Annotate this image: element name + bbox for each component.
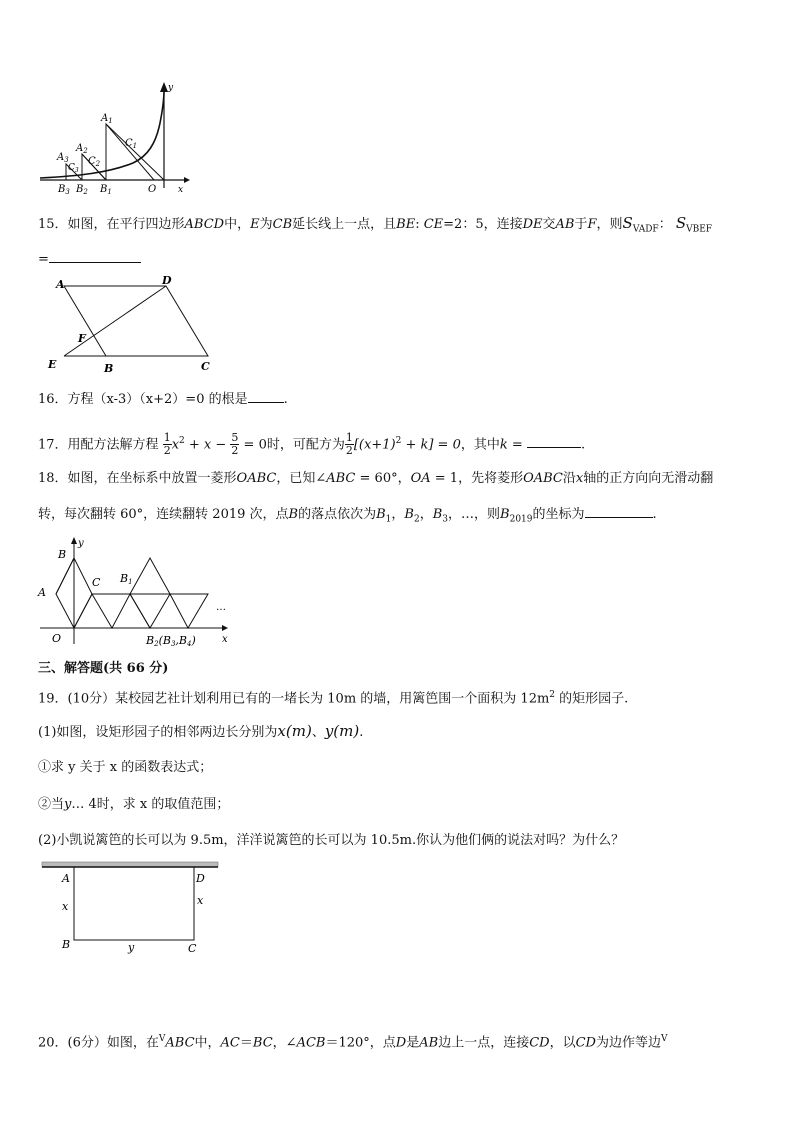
label-y: y: [168, 83, 174, 93]
figure-q15-parallelogram: [38, 272, 228, 378]
label-a1: $A_1$: [101, 113, 113, 125]
label-c3: $C_3$: [68, 163, 79, 174]
answer-blank-15[interactable]: [49, 250, 141, 263]
answer-blank-18[interactable]: [585, 505, 653, 518]
label-c2: $C_2$: [88, 156, 101, 168]
question-18-line-1: 18．如图，在坐标系中放置一菱形OABC，已知∠ABC = 60°，OA = 1，先将菱形OABC沿x轴的正方向向无滑动翻: [38, 471, 714, 486]
rolled-shape-1: [74, 594, 150, 628]
rectangle-abcd: [74, 867, 194, 940]
answer-blank-17[interactable]: [527, 435, 581, 448]
label-x: x: [222, 634, 228, 645]
label-x-right: x: [197, 894, 204, 907]
label-B: B: [104, 362, 114, 375]
wall: [42, 862, 218, 867]
label-b3: $B_3$: [58, 184, 70, 196]
answer-blank-16[interactable]: [248, 390, 284, 403]
label-b1: $B_1$: [100, 184, 112, 196]
figure-q14-exponential: [38, 78, 198, 198]
rolled-shape-2: [92, 558, 170, 628]
label-c1: $C_1$: [125, 138, 138, 150]
fraction-five-halves: $\frac{5}{2}$: [231, 431, 239, 458]
question-19-line-4: ②当y… 4时，求 x 的取值范围；: [38, 797, 230, 812]
question-19-line-1: 19．(10分）某校园艺社计划利用已有的一堵长为 10m 的墙，用篱笆围一个面积为 $12m^2$ 的矩形园子.: [38, 690, 629, 707]
question-19-line-2: (1)如图，设矩形园子的相邻两边长分别为x(m)、y(m).: [38, 722, 364, 740]
question-20: 20．(6分）如图，在$^V$ABC中，AC＝BC，∠ACB＝120°，点D是AB边上一点，连接CD，以CD为边作等边$^V$: [38, 1034, 668, 1051]
label-a3: $A_3$: [57, 152, 69, 164]
label-B: B: [62, 938, 71, 951]
line-a1-o: [106, 124, 164, 180]
label-D: D: [162, 274, 172, 287]
diag-1: [56, 558, 74, 594]
label-B2-B3-B4: B2(B3,B4): [146, 634, 196, 648]
label-x-left: x: [62, 900, 69, 913]
question-15-answer-line: =: [38, 250, 141, 269]
question-16: 16．方程（x-3）（x+2）=0 的根是 .: [38, 392, 288, 407]
label-dots: …: [216, 602, 226, 613]
exponential-curve: [40, 90, 164, 178]
label-E: E: [48, 358, 57, 371]
question-19-line-3: ①求 y 关于 x 的函数表达式；: [38, 760, 213, 775]
question-18-line-2: 转，每次翻转 60°，连续翻转 2019 次，点B的落点依次为$B_1$，$B_2$，$B_3$，…，则$B_{2019}$的坐标为 .: [38, 507, 657, 525]
section-3-heading: 三、解答题(共 66 分): [38, 661, 169, 676]
x-axis-arrow: [222, 625, 228, 631]
q15-text: 15．如图，在平行四边形: [38, 217, 185, 232]
label-F: F: [78, 332, 86, 345]
label-C: C: [201, 360, 210, 373]
label-C: C: [92, 576, 101, 589]
x-axis-arrow: [184, 177, 190, 183]
parallelogram-abcd: [64, 286, 208, 356]
label-D: D: [196, 872, 205, 885]
question-19-line-5: (2)小凯说篱笆的长可以为 9.5m，洋洋说篱笆的长可以为 10.5m.你认为他们俩的说法对吗？为什么？: [38, 833, 625, 848]
label-y: y: [128, 941, 135, 954]
label-A: A: [62, 872, 70, 885]
label-a2: $A_2$: [76, 143, 88, 155]
question-15: 15．如图，在平行四边形ABCD中，E为CB延长线上一点，且BE: CE=2：5，连接DE交AB于F，则$S_{VADF}$： $S_{VBEF}$: [38, 214, 713, 235]
fraction-half: $\frac{1}{2}$: [163, 431, 171, 458]
label-A: A: [56, 278, 65, 291]
y-axis-arrow: [71, 537, 77, 544]
label-y: y: [78, 538, 84, 549]
label-C: C: [188, 942, 197, 955]
label-A: A: [38, 586, 46, 599]
label-B1: B1: [120, 572, 133, 586]
fraction-half-2: $\frac{1}{2}$: [345, 431, 353, 458]
figure-q18-rhombus: [36, 534, 246, 652]
label-B: B: [58, 548, 67, 561]
figure-q19-rectangle: [40, 860, 230, 956]
label-b2: $B_2$: [76, 184, 88, 196]
question-17: 17．用配方法解方程 $\frac{1}{2}$ $x^2 + x$ − $\frac{5}{2}$ = 0时，可配方为 $\frac{1}{2}$ $[(x+1)^2 + k] = 0$，其中k = .: [38, 431, 586, 458]
label-o: O: [148, 184, 157, 195]
label-x: x: [178, 185, 184, 195]
line-de: [64, 286, 166, 356]
label-O: O: [52, 632, 62, 645]
rolled-shape-3: [170, 594, 208, 628]
